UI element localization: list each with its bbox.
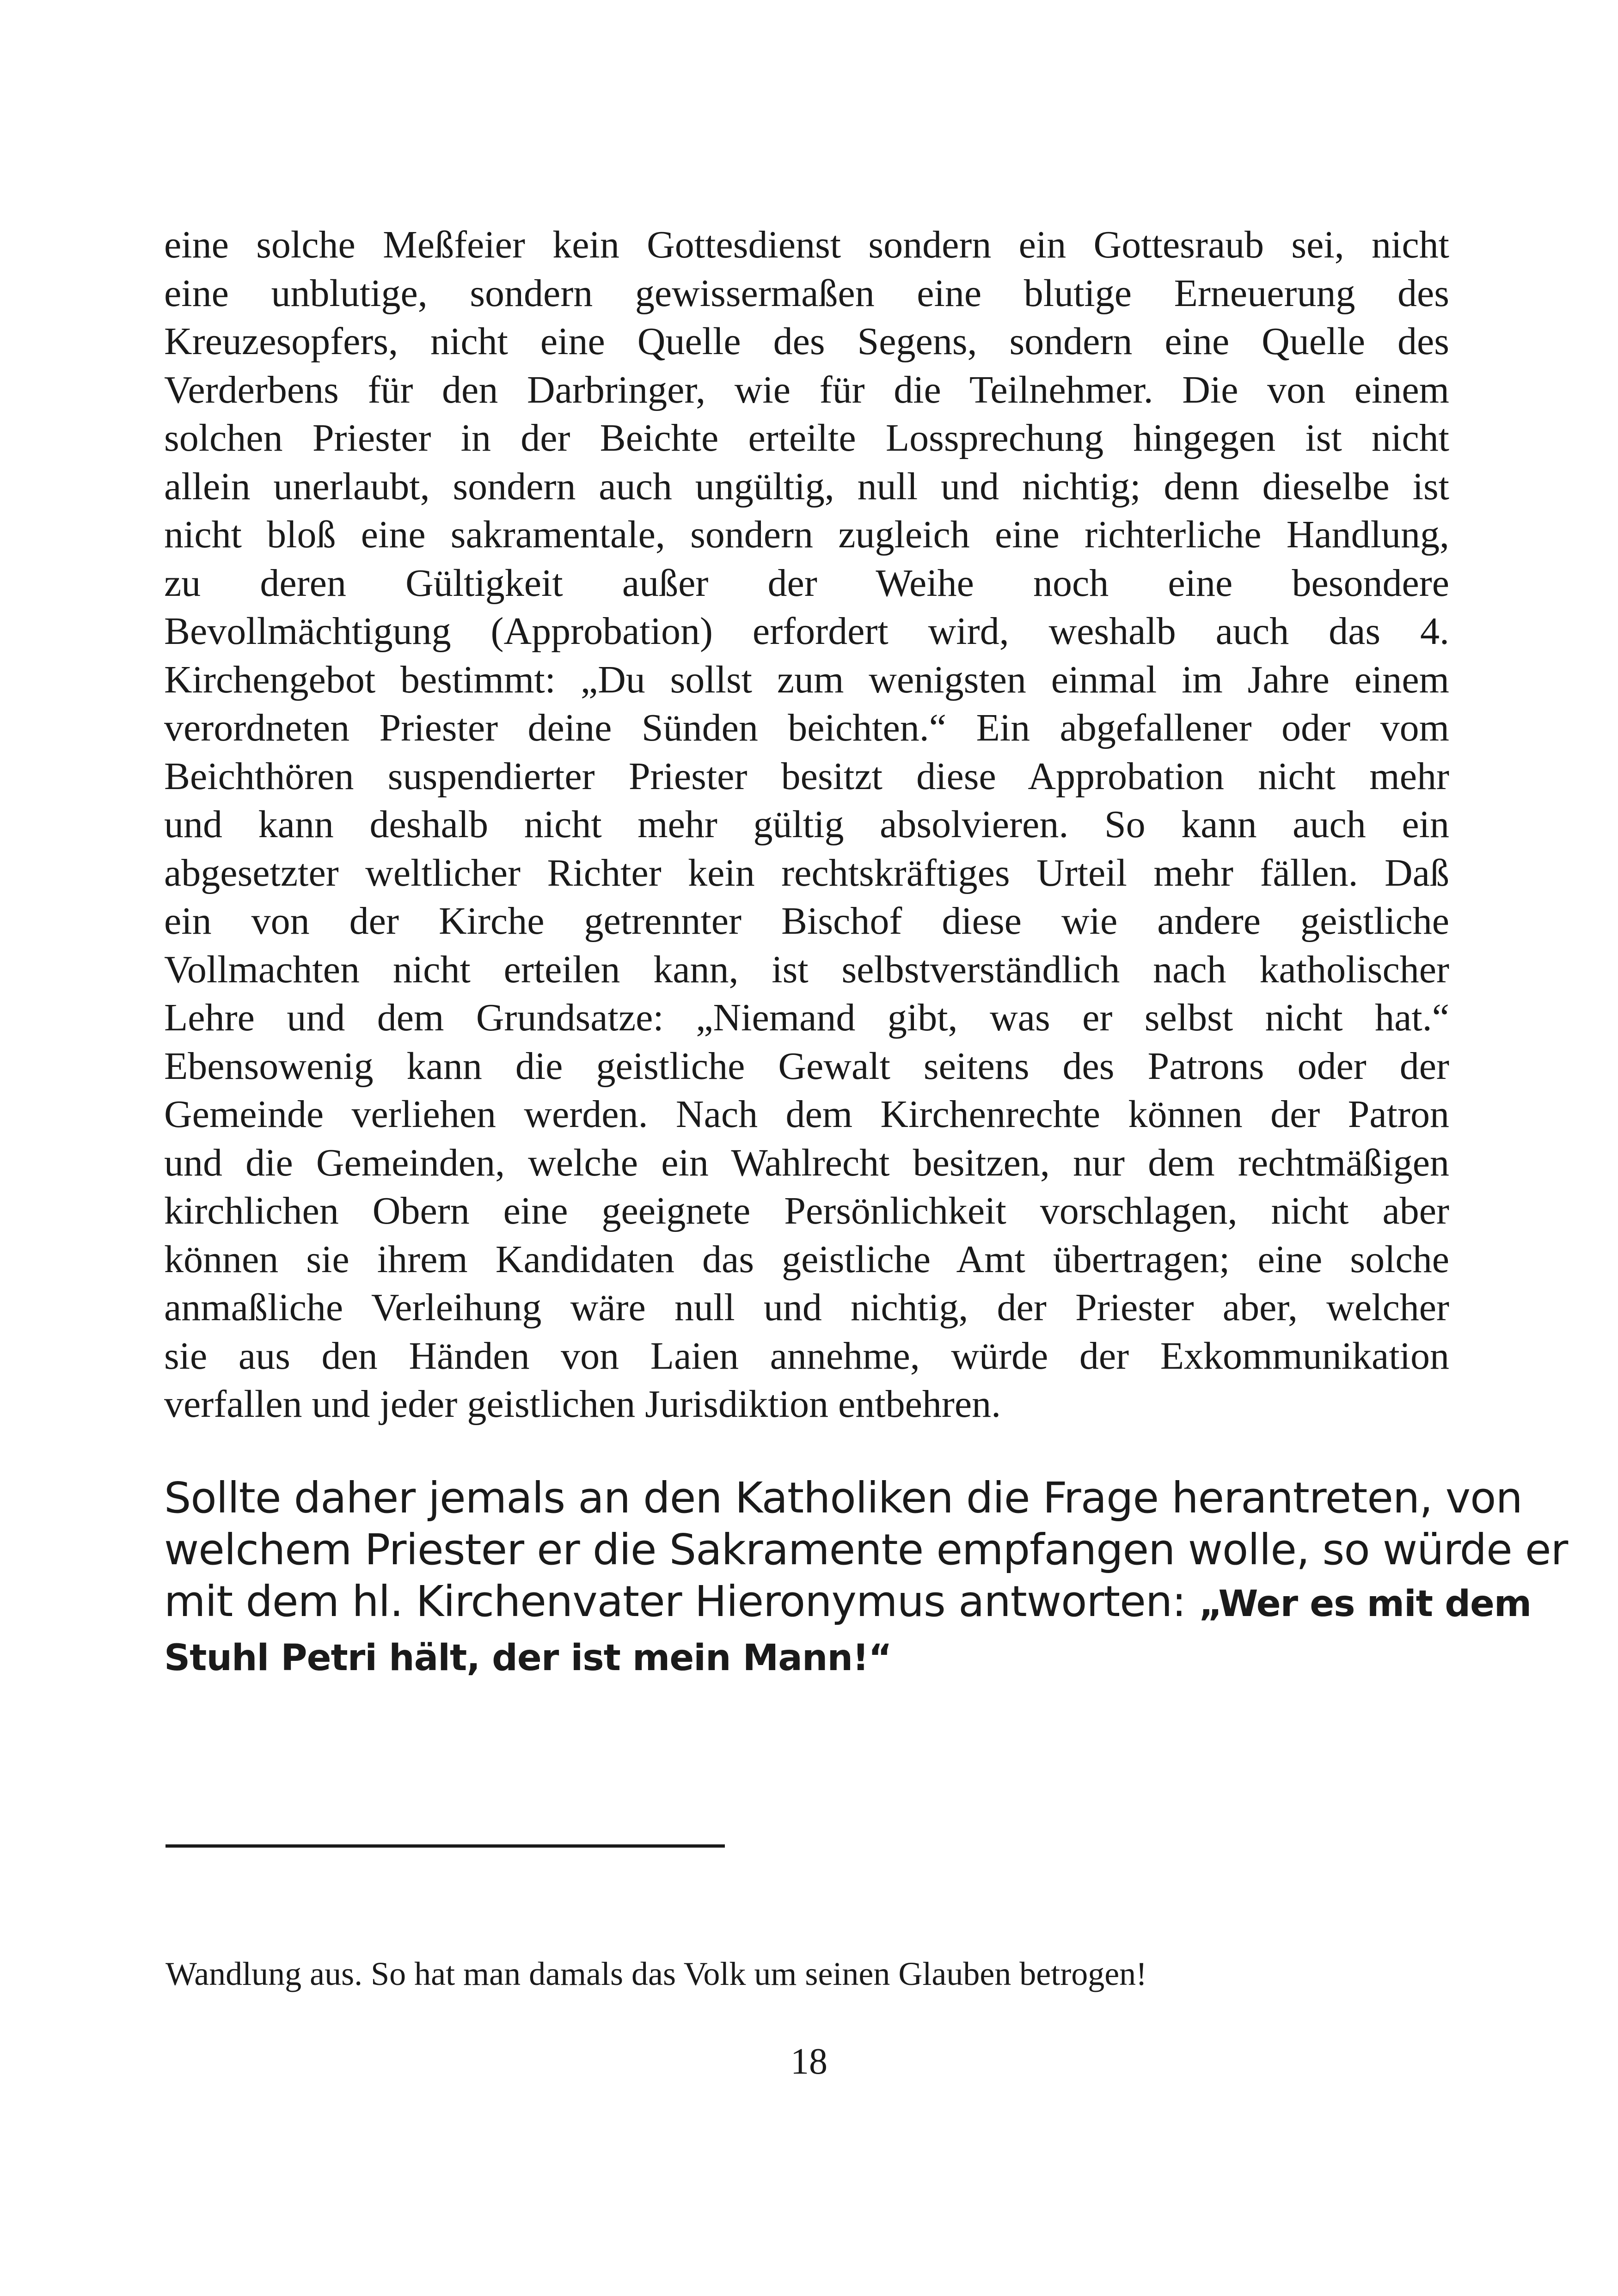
text-line: Vollmachten nicht erteilen kann, ist selbstverständlich nach katholischer	[164, 948, 1449, 991]
text-line: Sollte daher jemals an den Katholiken die Frage herantreten, von	[164, 1473, 1522, 1523]
text-line: allein unerlaubt, sondern auch ungültig, null und nichtig; denn dieselbe ist	[164, 465, 1449, 508]
footnote: Wandlung aus. So hat man damals das Volk um seinen Glauben betrogen!	[165, 1955, 1147, 1992]
main-paragraph	[164, 221, 1449, 1429]
text-line: nicht bloß eine sakramentale, sondern zugleich eine richterliche Handlung,	[164, 513, 1449, 556]
text-line: welchem Priester er die Sakramente empfangen wolle, so würde er	[164, 1525, 1568, 1574]
text-line: Gemeinde verliehen werden. Nach dem Kirchenrechte können der Patron	[164, 1093, 1449, 1136]
text-line: Kreuzesopfers, nicht eine Quelle des Segens, sondern eine Quelle des	[164, 320, 1449, 363]
text-line: solchen Priester in der Beichte erteilte Lossprechung hingegen ist nicht	[164, 416, 1449, 459]
text-line: sie aus den Händen von Laien annehme, würde der Exkommunikation	[164, 1334, 1449, 1378]
text-line: zu deren Gültigkeit außer der Weihe noch eine besondere	[164, 561, 1449, 605]
text-line: Bevollmächtigung (Approbation) erfordert wird, weshalb auch das 4.	[164, 610, 1449, 653]
text-line: und die Gemeinden, welche ein Wahlrecht besitzen, nur dem rechtmäßigen	[164, 1141, 1449, 1184]
footnote-divider	[165, 1844, 725, 1848]
text-line	[164, 1576, 1532, 1630]
text-segment: mit dem hl. Kirchenvater Hieronymus antworten:	[164, 1577, 1199, 1626]
closing-paragraph	[164, 1472, 1568, 1684]
text-line: abgesetzter weltlicher Richter kein rechtskräftiges Urteil mehr fällen. Daß	[164, 851, 1449, 894]
bold-quote: Stuhl Petri hält, der ist mein Mann!“	[164, 1637, 892, 1679]
text-line: Verderbens für den Darbringer, wie für die Teilnehmer. Die von einem	[164, 368, 1449, 411]
text-line: verordneten Priester deine Sünden beichten.“ Ein abgefallener oder vom	[164, 706, 1449, 749]
bold-quote: „Wer es mit dem	[1199, 1583, 1532, 1625]
text-line: Ebensowenig kann die geistliche Gewalt seitens des Patrons oder der	[164, 1044, 1449, 1088]
text-line: Kirchengebot bestimmt: „Du sollst zum wenigsten einmal im Jahre einem	[164, 658, 1449, 701]
text-line: eine solche Meßfeier kein Gottesdienst sondern ein Gottesraub sei, nicht	[164, 223, 1449, 266]
text-line: ein von der Kirche getrennter Bischof diese wie andere geistliche	[164, 900, 1449, 943]
page-number: 18	[791, 2041, 827, 2082]
text-line: können sie ihrem Kandidaten das geistliche Amt übertragen; eine solche	[164, 1237, 1449, 1281]
text-line: Lehre und dem Grundsatze: „Niemand gibt, was er selbst nicht hat.“	[164, 996, 1449, 1039]
text-line	[164, 1630, 1449, 1684]
text-line: und kann deshalb nicht mehr gültig absolvieren. So kann auch ein	[164, 803, 1449, 846]
text-line: kirchlichen Obern eine geeignete Persönlichkeit vorschlagen, nicht aber	[164, 1189, 1449, 1232]
text-line: Beichthören suspendierter Priester besitzt diese Approbation nicht mehr	[164, 754, 1449, 798]
text-line: eine unblutige, sondern gewissermaßen eine blutige Erneuerung des	[164, 271, 1449, 315]
text-line: verfallen und jeder geistlichen Jurisdiktion entbehren.	[164, 1383, 1001, 1426]
text-line: anmaßliche Verleihung wäre null und nichtig, der Priester aber, welcher	[164, 1286, 1449, 1329]
